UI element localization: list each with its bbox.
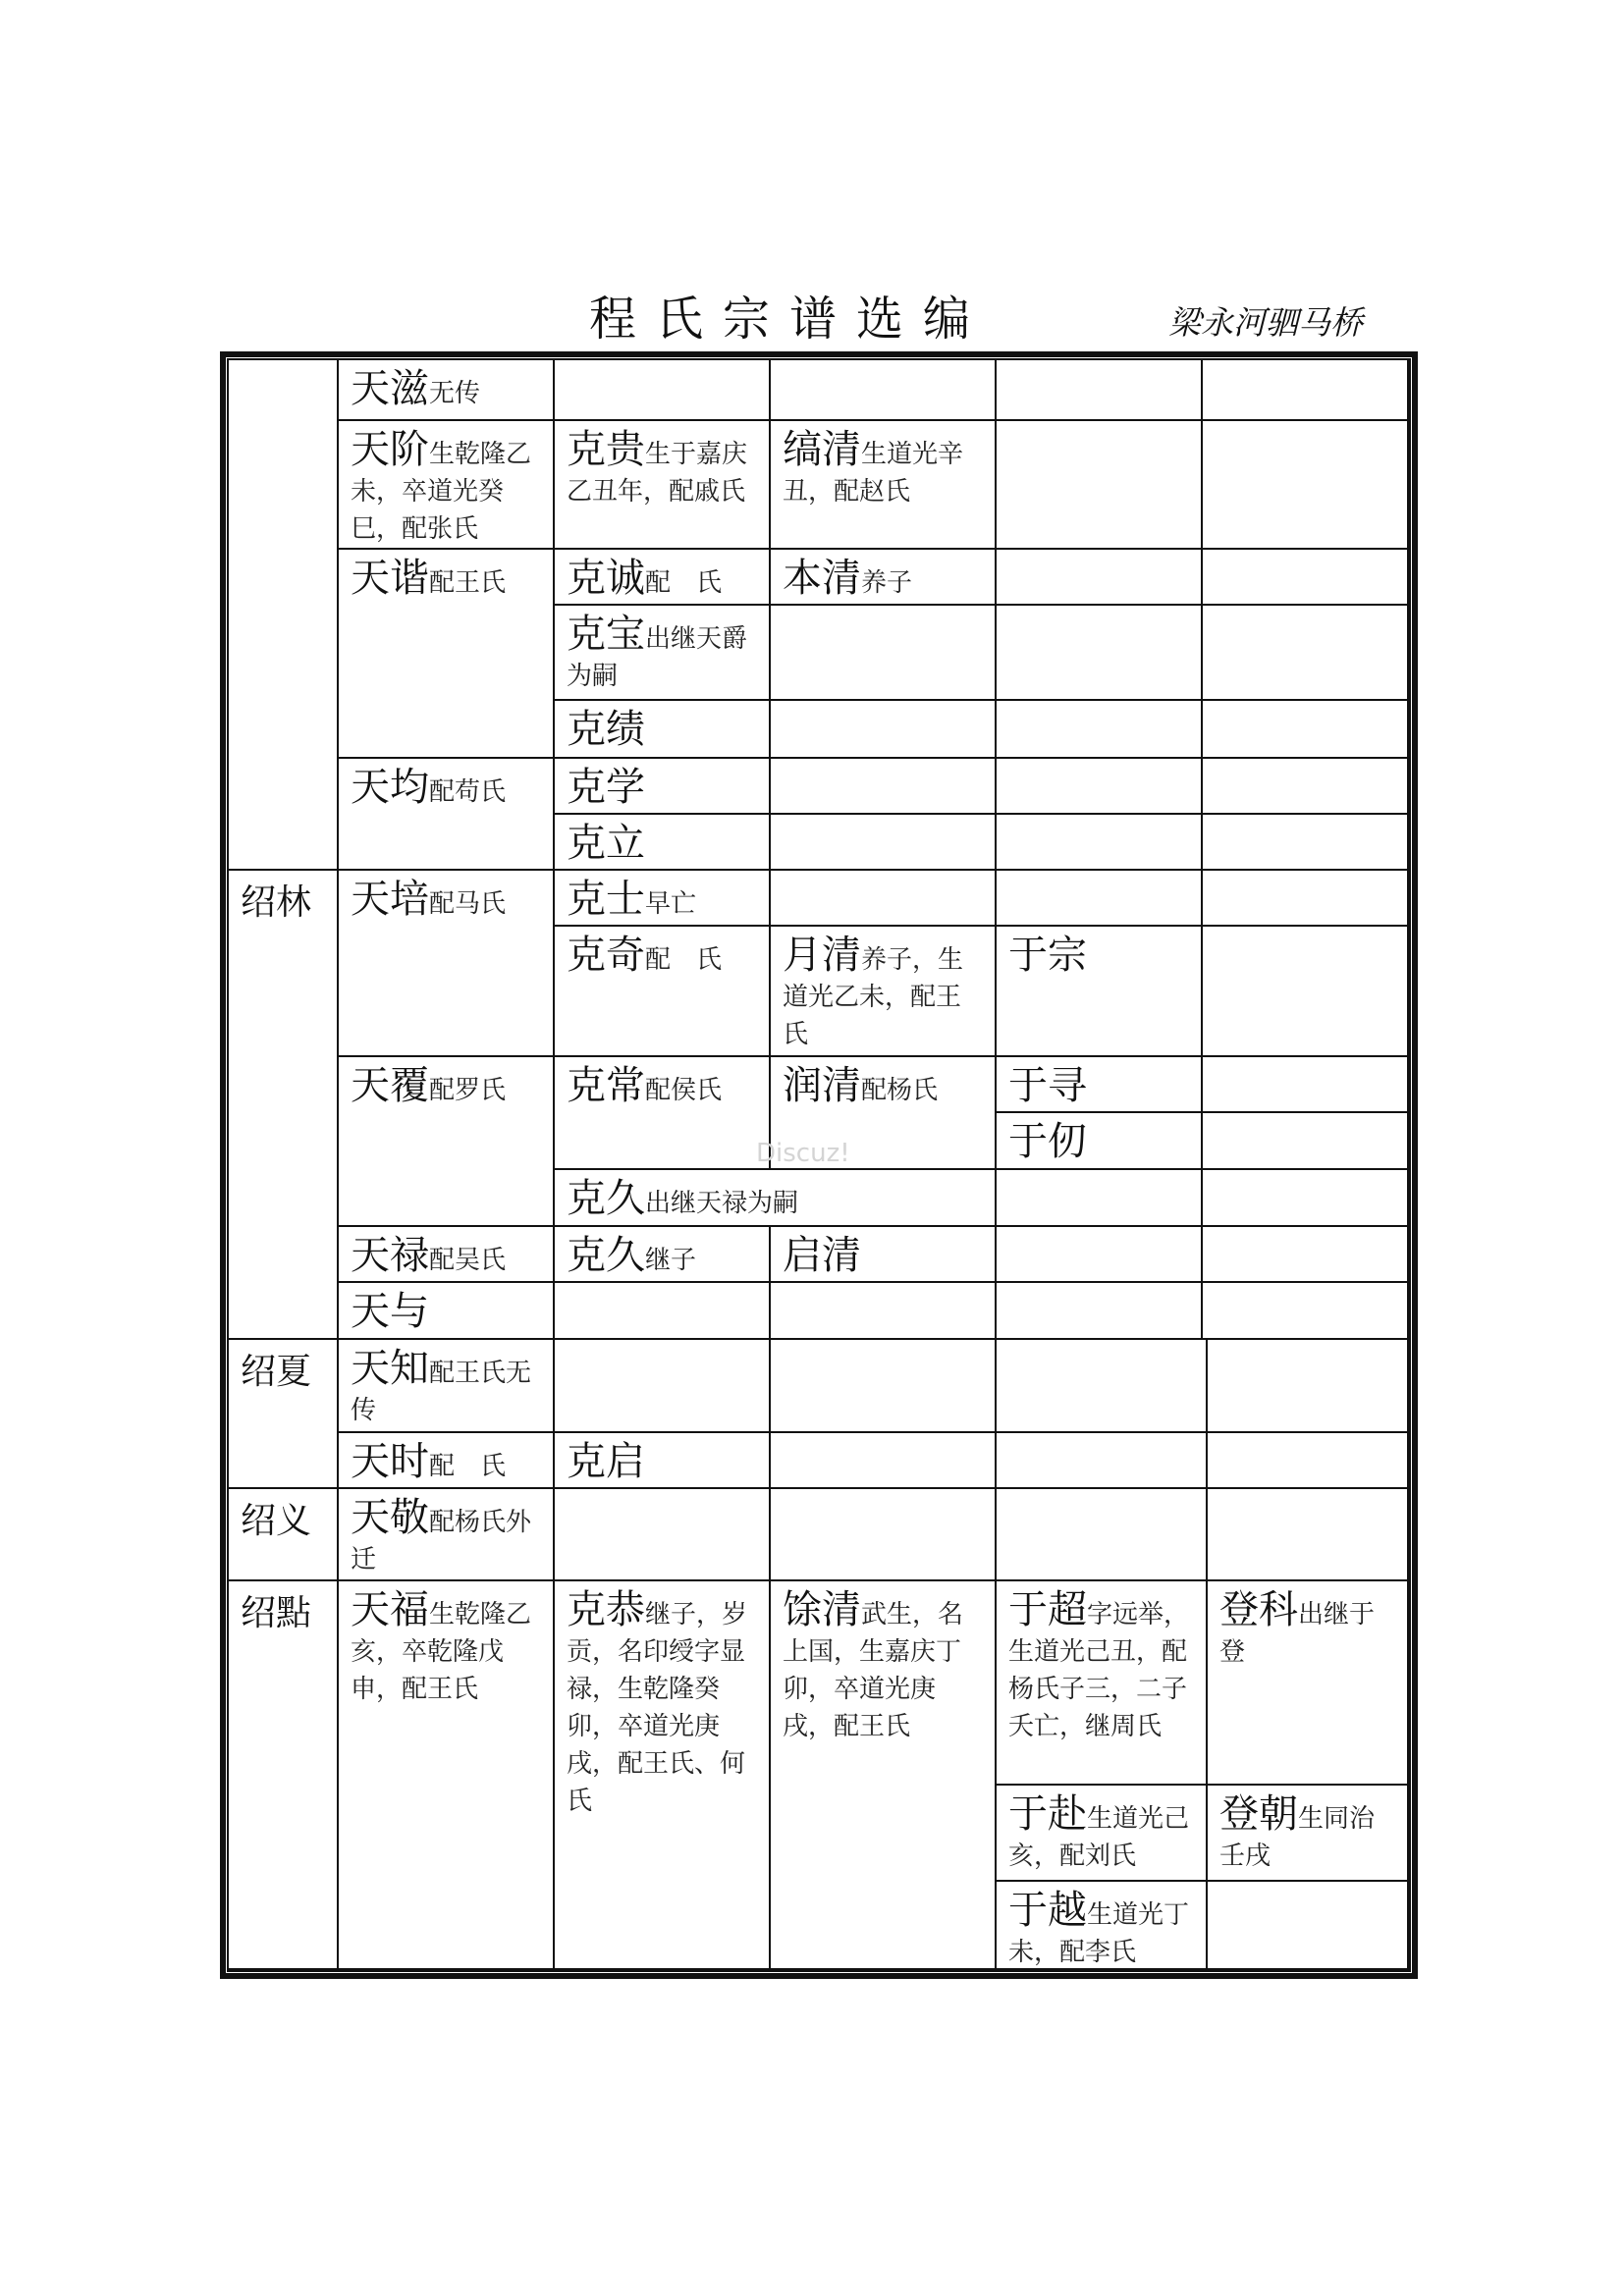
gen8-blank-cell [1208,1433,1409,1489]
gen7-blank-cell [997,1227,1203,1283]
gen5-cell [555,1227,771,1283]
gen3-name: 绍夏 [241,1352,312,1392]
gen8-blank-cell [1203,1057,1409,1113]
gen4-name: 天禄 [351,1233,429,1278]
gen4-name: 天覆 [351,1063,429,1108]
gen7-blank-cell [997,421,1203,550]
gen8-cell [1208,1786,1409,1882]
gen8-blank-cell [1203,1283,1409,1340]
gen4-note: 配吴氏 [429,1246,507,1275]
gen8-blank-cell [1203,701,1409,759]
gen8-note: 生同治壬戌 [1219,1804,1376,1871]
gen5-name: 克绩 [567,707,645,752]
gen6-cell [771,421,997,550]
gen7-name: 于仞 [1008,1119,1087,1164]
gen3-cell [229,871,339,1340]
gen5-name: 克宝 [567,612,645,657]
gen4-note: 生乾隆乙亥，卒乾隆戊申，配王氏 [351,1600,532,1704]
gen5-cell [555,606,771,701]
gen3-name: 绍林 [241,882,312,923]
gen8-name: 登科 [1219,1587,1298,1632]
gen8-blank-cell [1203,1170,1409,1227]
gen6-name: 缟清 [783,427,861,472]
gen5-cell [555,759,771,815]
gen4-note: 生乾隆乙未，卒道光癸巳，配张氏 [351,440,532,544]
gen4-name: 天谐 [351,556,429,601]
gen4-cell [339,871,555,1057]
gen8-blank-cell [1208,1882,1409,1970]
gen6-cell [771,550,997,606]
gen3-cell [229,1340,339,1489]
gen3-cell [229,1581,339,1970]
gen5-name: 克立 [567,821,645,866]
gen7-blank-cell [997,606,1203,701]
gen6-note: 武生，名上国，生嘉庆丁卯，卒道光庚戌，配王氏 [783,1600,964,1741]
gen5-cell [555,701,771,759]
gen3-name: 绍點 [241,1593,312,1633]
gen5-name: 克启 [567,1439,645,1484]
gen4-name: 天均 [351,765,429,810]
gen8-blank-cell [1203,815,1409,871]
gen5-cell [555,871,771,927]
gen4-name: 天福 [351,1587,429,1632]
gen4-note: 配王氏无传 [351,1359,532,1425]
gen6-note: 养子，生道光乙未，配王氏 [783,945,964,1049]
gen4-cell [339,421,555,550]
gen7-blank-cell [997,701,1203,759]
gen5-name: 克贵 [567,427,645,472]
gen4-cell [339,1283,555,1340]
gen4-cell [339,759,555,871]
gen6-note: 养子 [861,568,913,598]
gen6-name: 本清 [783,556,861,601]
gen5-note: 配 氏 [645,568,723,598]
gen5-note: 继子 [645,1246,697,1275]
gen4-note: 无传 [429,379,481,408]
gen6-note: 配杨氏 [861,1076,939,1105]
gen5-cell [555,550,771,606]
gen7-note: 生道光丁未，配李氏 [1008,1900,1190,1967]
gen7-blank-cell [997,1340,1208,1433]
gen5-note: 出继天爵为嗣 [567,624,748,691]
gen7-cell [997,927,1203,1057]
gen7-cell [997,1113,1203,1170]
gen4-note: 配 氏 [429,1452,507,1481]
gen5-name: 克恭 [567,1587,645,1632]
gen4-note: 配王氏 [429,568,507,598]
gen4-name: 天培 [351,877,429,922]
gen7-blank-cell [997,815,1203,871]
gen5-name: 克久 [567,1233,645,1278]
gen4-cell [339,1227,555,1283]
gen5-cell [555,1581,771,1970]
gen5-blank-cell [555,1283,771,1340]
gen8-blank-cell [1208,1489,1409,1581]
gen5-blank-cell [555,1340,771,1433]
gen7-blank-cell [997,1433,1208,1489]
gen4-name: 天敬 [351,1495,429,1540]
page-title: 程氏宗谱选编 [589,292,991,347]
gen7-note: 字远举，生道光己丑，配杨氏子三，二子夭亡，继周氏 [1008,1600,1190,1741]
gen6-name: 启清 [783,1233,861,1278]
gen5-note: 生于嘉庆乙丑年，配戚氏 [567,440,748,507]
gen6-blank-cell [771,701,997,759]
gen6-blank-cell [771,360,997,421]
gen7-cell [997,1786,1208,1882]
gen8-blank-cell [1208,1340,1409,1433]
gen7-note: 生道光己亥，配刘氏 [1008,1804,1190,1871]
gen8-blank-cell [1203,1113,1409,1170]
gen8-blank-cell [1203,606,1409,701]
gen3-name: 绍义 [241,1501,312,1541]
gen8-name: 登朝 [1219,1791,1298,1837]
gen4-cell [339,1340,555,1433]
gen5-name: 克常 [567,1063,645,1108]
gen4-name: 天滋 [351,366,429,411]
gen8-blank-cell [1203,871,1409,927]
gen8-blank-cell [1203,759,1409,815]
gen4-note: 配苟氏 [429,777,507,807]
gen5-note: 早亡 [645,889,697,919]
gen4-cell [339,550,555,759]
gen4-note: 配马氏 [429,889,507,919]
gen4-note: 配罗氏 [429,1076,507,1105]
gen6-blank-cell [771,1283,997,1340]
gen5-blank-cell [555,360,771,421]
gen7-blank-cell [997,1489,1208,1581]
gen4-name: 天时 [351,1439,429,1484]
gen4-cell [339,1489,555,1581]
gen5-note: 配 氏 [645,945,723,975]
gen4-name: 天与 [351,1289,429,1334]
gen8-blank-cell [1203,1227,1409,1283]
gen7-name: 于寻 [1008,1063,1087,1108]
gen7-cell [997,1882,1208,1970]
gen6-blank-cell [771,1489,997,1581]
gen5-note: 配侯氏 [645,1076,723,1105]
gen8-cell [1208,1581,1409,1786]
gen3-cell [229,1489,339,1581]
gen5-cell [555,421,771,550]
gen5-name: 克久 [567,1176,645,1221]
gen5-name: 克诚 [567,556,645,601]
gen4-cell [339,1433,555,1489]
gen5-cell [555,1170,997,1227]
gen7-blank-cell [997,550,1203,606]
gen8-blank-cell [1203,927,1409,1057]
gen6-name: 馀清 [783,1587,861,1632]
gen4-note: 配杨氏外迁 [351,1508,532,1575]
gen7-blank-cell [997,871,1203,927]
gen5-name: 克学 [567,765,645,810]
gen4-cell [339,360,555,421]
page-subtitle: 梁永河驷马桥 [1168,303,1363,342]
watermark: Discuz! [756,1139,850,1168]
gen4-name: 天知 [351,1346,429,1391]
gen4-name: 天阶 [351,427,429,472]
gen7-name: 于宗 [1008,933,1087,978]
gen6-blank-cell [771,759,997,815]
gen7-cell [997,1057,1203,1113]
gen6-cell [771,1581,997,1970]
gen7-cell [997,1581,1208,1786]
gen6-blank-cell [771,1340,997,1433]
gen7-blank-cell [997,759,1203,815]
gen6-note: 生道光辛丑，配赵氏 [783,440,964,507]
gen8-blank-cell [1203,550,1409,606]
gen5-cell [555,1433,771,1489]
gen7-name: 于越 [1008,1888,1087,1933]
gen5-name: 克士 [567,877,645,922]
gen7-name: 于超 [1008,1587,1087,1632]
gen6-blank-cell [771,606,997,701]
gen7-blank-cell [997,360,1203,421]
gen8-blank-cell [1203,360,1409,421]
gen5-cell [555,927,771,1057]
gen5-name: 克奇 [567,933,645,978]
gen4-cell [339,1581,555,1970]
gen5-blank-cell [555,1489,771,1581]
gen5-note: 出继天禄为嗣 [645,1189,799,1218]
gen8-note: 出继于登 [1219,1600,1376,1667]
gen5-cell [555,815,771,871]
gen7-name: 于赴 [1008,1791,1087,1837]
gen3-blank-cell [229,360,339,871]
gen8-blank-cell [1203,421,1409,550]
gen4-cell [339,1057,555,1227]
gen6-blank-cell [771,871,997,927]
gen5-cell [555,1057,771,1170]
gen5-note: 继子，岁贡，名印绶字显禄，生乾隆癸卯，卒道光庚戌，配王氏、何氏 [567,1600,748,1816]
gen6-blank-cell [771,1433,997,1489]
gen6-cell [771,927,997,1057]
gen7-blank-cell [997,1170,1203,1227]
gen6-blank-cell [771,815,997,871]
gen6-cell [771,1227,997,1283]
gen6-name: 润清 [783,1063,861,1108]
gen6-name: 月清 [783,933,861,978]
gen7-blank-cell [997,1283,1203,1340]
